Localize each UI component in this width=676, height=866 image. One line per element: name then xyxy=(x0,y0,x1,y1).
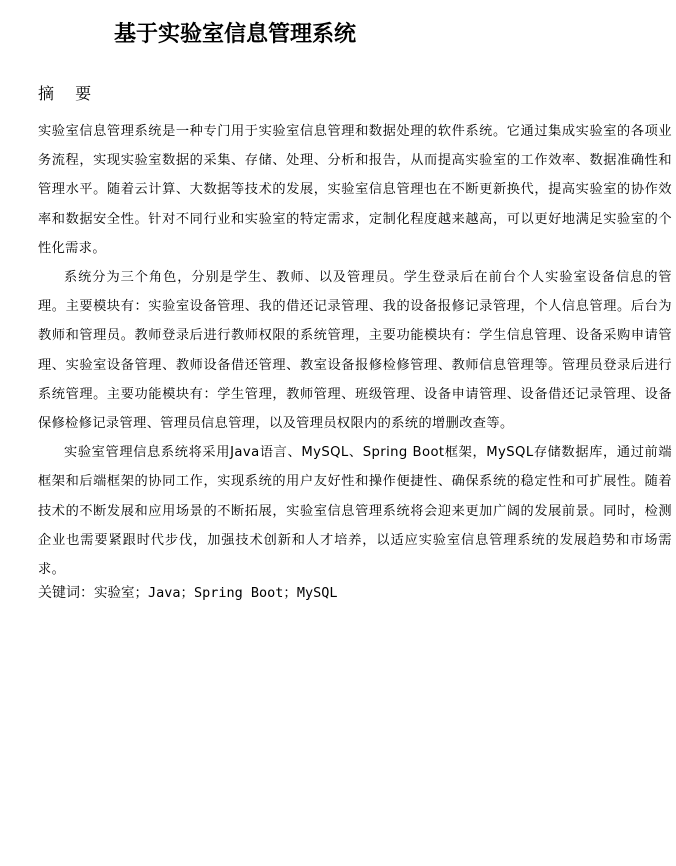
keywords-line xyxy=(38,581,338,605)
abstract-heading: 摘 要 xyxy=(38,84,100,103)
abstract-paragraph-2: 系统分为三个角色，分别是学生、教师、以及管理员。学生登录后在前台个人实验室设备信息的管理。主要模块有：实验室设备管理、我的借还记录管理、我的设备报修记录管理，个人信息管理。后台为教师和管理员。教师登录后进行教师权限的系统管理，主要功能模块有：学生信息管理、设备采购申请管理、实验室设备管理、教师设备借还管理、教室设备报修检修管理、教师信息管理等。管理员登录后进行系统管理。主要功能模块有：学生管理，教师管理、班级管理、设备申请管理、设备借还记录管理、设备保修检修记录管理、管理员信息管理，以及管理员权限内的系统的增删改查等。 xyxy=(38,270,672,432)
abstract-body xyxy=(38,117,672,584)
keywords-label: 关键词： xyxy=(38,585,94,601)
abstract-paragraph-3: 实验室管理信息系统将采用Java语言、MySQL、Spring Boot框架，MySQL存储数据库，通过前端框架和后端框架的协同工作，实现系统的用户友好性和操作便捷性、确保系统的稳定性和可扩展性。随着技术的不断发展和应用场景的不断拓展，实验室信息管理系统将会迎来更加广阔的发展前景。同时，检测企业也需要紧跟时代步伐，加强技术创新和人才培养，以适应实验室信息管理系统的发展趋势和市场需求。 xyxy=(38,445,672,578)
abstract-paragraph-1: 实验室信息管理系统是一种专门用于实验室信息管理和数据处理的软件系统。它通过集成实验室的各项业务流程，实现实验室数据的采集、存储、处理、分析和报告，从而提高实验室的工作效率、数据准确性和管理水平。随着云计算、大数据等技术的发展，实验室信息管理也在不断更新换代，提高实验室的协作效率和数据安全性。针对不同行业和实验室的特定需求，定制化程度越来越高，可以更好地满足实验室的个性化需求。 xyxy=(38,124,672,256)
document-title: 基于实验室信息管理系统 xyxy=(114,22,357,47)
keywords-values: 实验室；Java；Spring Boot；MySQL xyxy=(94,585,338,601)
